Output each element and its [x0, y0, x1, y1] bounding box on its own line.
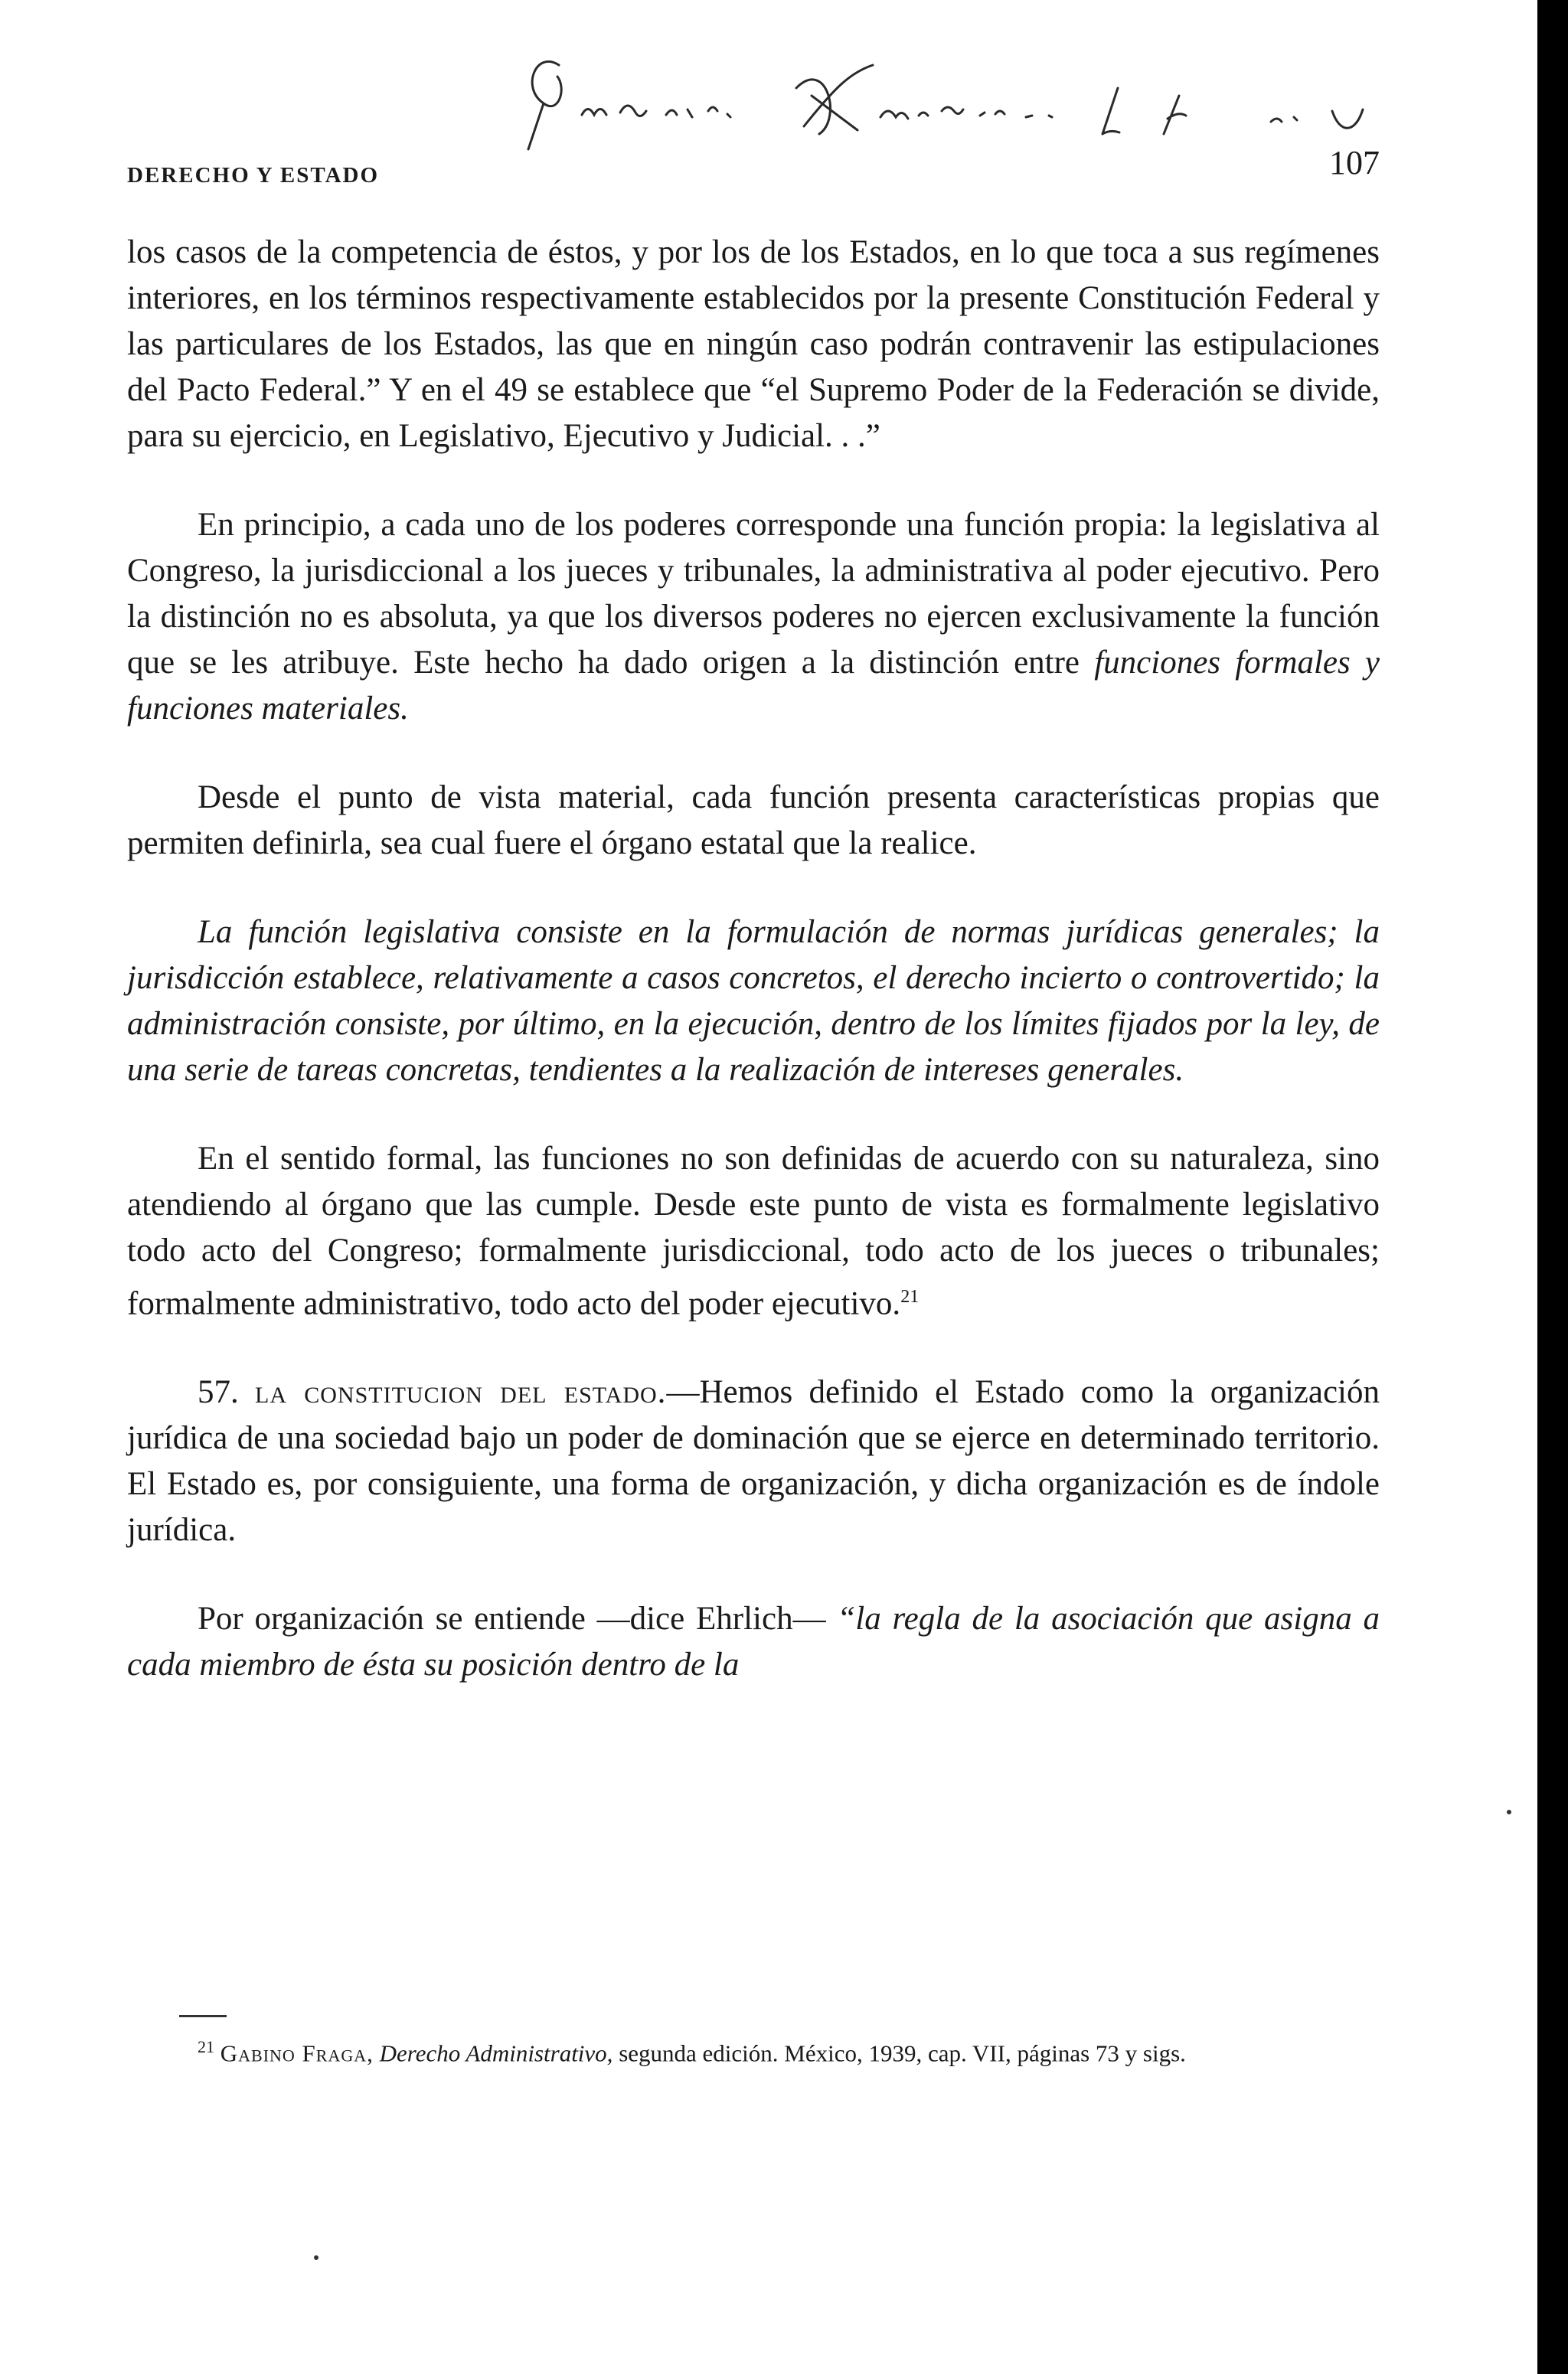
footnote: [127, 2030, 1380, 2070]
paragraph: [127, 909, 1380, 1093]
quoted-text: “la regla de la asociación que asigna a cada miembro de ésta su posición dentro de la: [127, 1601, 1380, 1683]
paragraph-text: En principio, a cada uno de los poderes corresponde una función propia: la legislativa al Congreso, la jurisdiccional a los jueces y tribunales, la administrativa al poder ejecutivo. Pero la distinción no es absoluta, ya que los diversos poderes no ejercen exclusivamente la función que se les atribuye. Este hecho ha dado origen a la distinción entre: [127, 507, 1380, 681]
running-head: DERECHO Y ESTADO: [127, 163, 380, 188]
footnote-author: Gabino Fraga,: [220, 2039, 374, 2067]
section-number: 57.: [198, 1374, 239, 1411]
section-paragraph: [127, 1370, 1380, 1553]
emphasis-text: La función legislativa consiste en la formulación de normas jurídicas generales; la jurisdicción establece, relativamente a casos concretos, el derecho incierto o controvertido; la administración consiste, por último, en la ejecución, dentro de los límites fijados por la ley, de una serie de tareas concretas, tendientes a la realización de intereses generales.: [127, 914, 1380, 1088]
body-text: [127, 230, 1380, 1688]
stray-mark: [314, 2255, 318, 2260]
handwritten-annotation: [490, 42, 1378, 157]
footnote-title: Derecho Administrativo,: [379, 2039, 613, 2067]
paragraph: los casos de la competencia de éstos, y por los de los Estados, en lo que toca a sus regímenes interiores, en los términos respectivamente establecidos por la presente Constitución Federal y las particulares de los Estados, las que en ningún caso podrán contravenir las estipulaciones del Pacto Federal.” Y en el 49 se establece que “el Supremo Poder de la Federación se divide, para su ejercicio, en Legislativo, Ejecutivo y Judicial. . .”: [127, 234, 1380, 454]
stray-mark: [1507, 1810, 1511, 1814]
page-number: 107: [1329, 144, 1380, 181]
paragraph-text: En el sentido formal, las funciones no son definidas de acuerdo con su naturaleza, sino atendiendo al órgano que las cumple. Desde este punto de vista es formalmente legislativo todo acto del Congreso; formalmente jurisdiccional, todo acto de los jueces o tribunales; formalmente administrativo, todo acto del poder ejecutivo.: [127, 1141, 1380, 1322]
footnote-number: 21: [198, 2037, 214, 2056]
footnote-reference: 21: [900, 1287, 920, 1307]
footnote-details: segunda edición. México, 1939, cap. VII, páginas 73 y sigs.: [619, 2039, 1186, 2067]
section-heading: la constitucion del estado.: [255, 1374, 667, 1411]
paragraph: Desde el punto de vista material, cada función presenta características propias que permiten definirla, sea cual fuere el órgano estatal que la realice.: [127, 779, 1380, 861]
emphasis-text: funciones formales y funciones materiales.: [127, 645, 1380, 727]
paragraph: [127, 502, 1380, 732]
paragraph-text: Por organización se entiende —dice Ehrlich—: [198, 1601, 838, 1638]
page-header: [127, 144, 1380, 203]
footnote-rule: [179, 2015, 227, 2017]
paragraph: [127, 1596, 1380, 1688]
paragraph: [127, 1136, 1380, 1327]
paragraph-text: —Hemos definido el Estado como la organización jurídica de una sociedad bajo un poder de dominación que se ejerce en determinado territorio. El Estado es, por consiguiente, una forma de organización, y dicha organización es de índole jurídica.: [127, 1374, 1380, 1549]
